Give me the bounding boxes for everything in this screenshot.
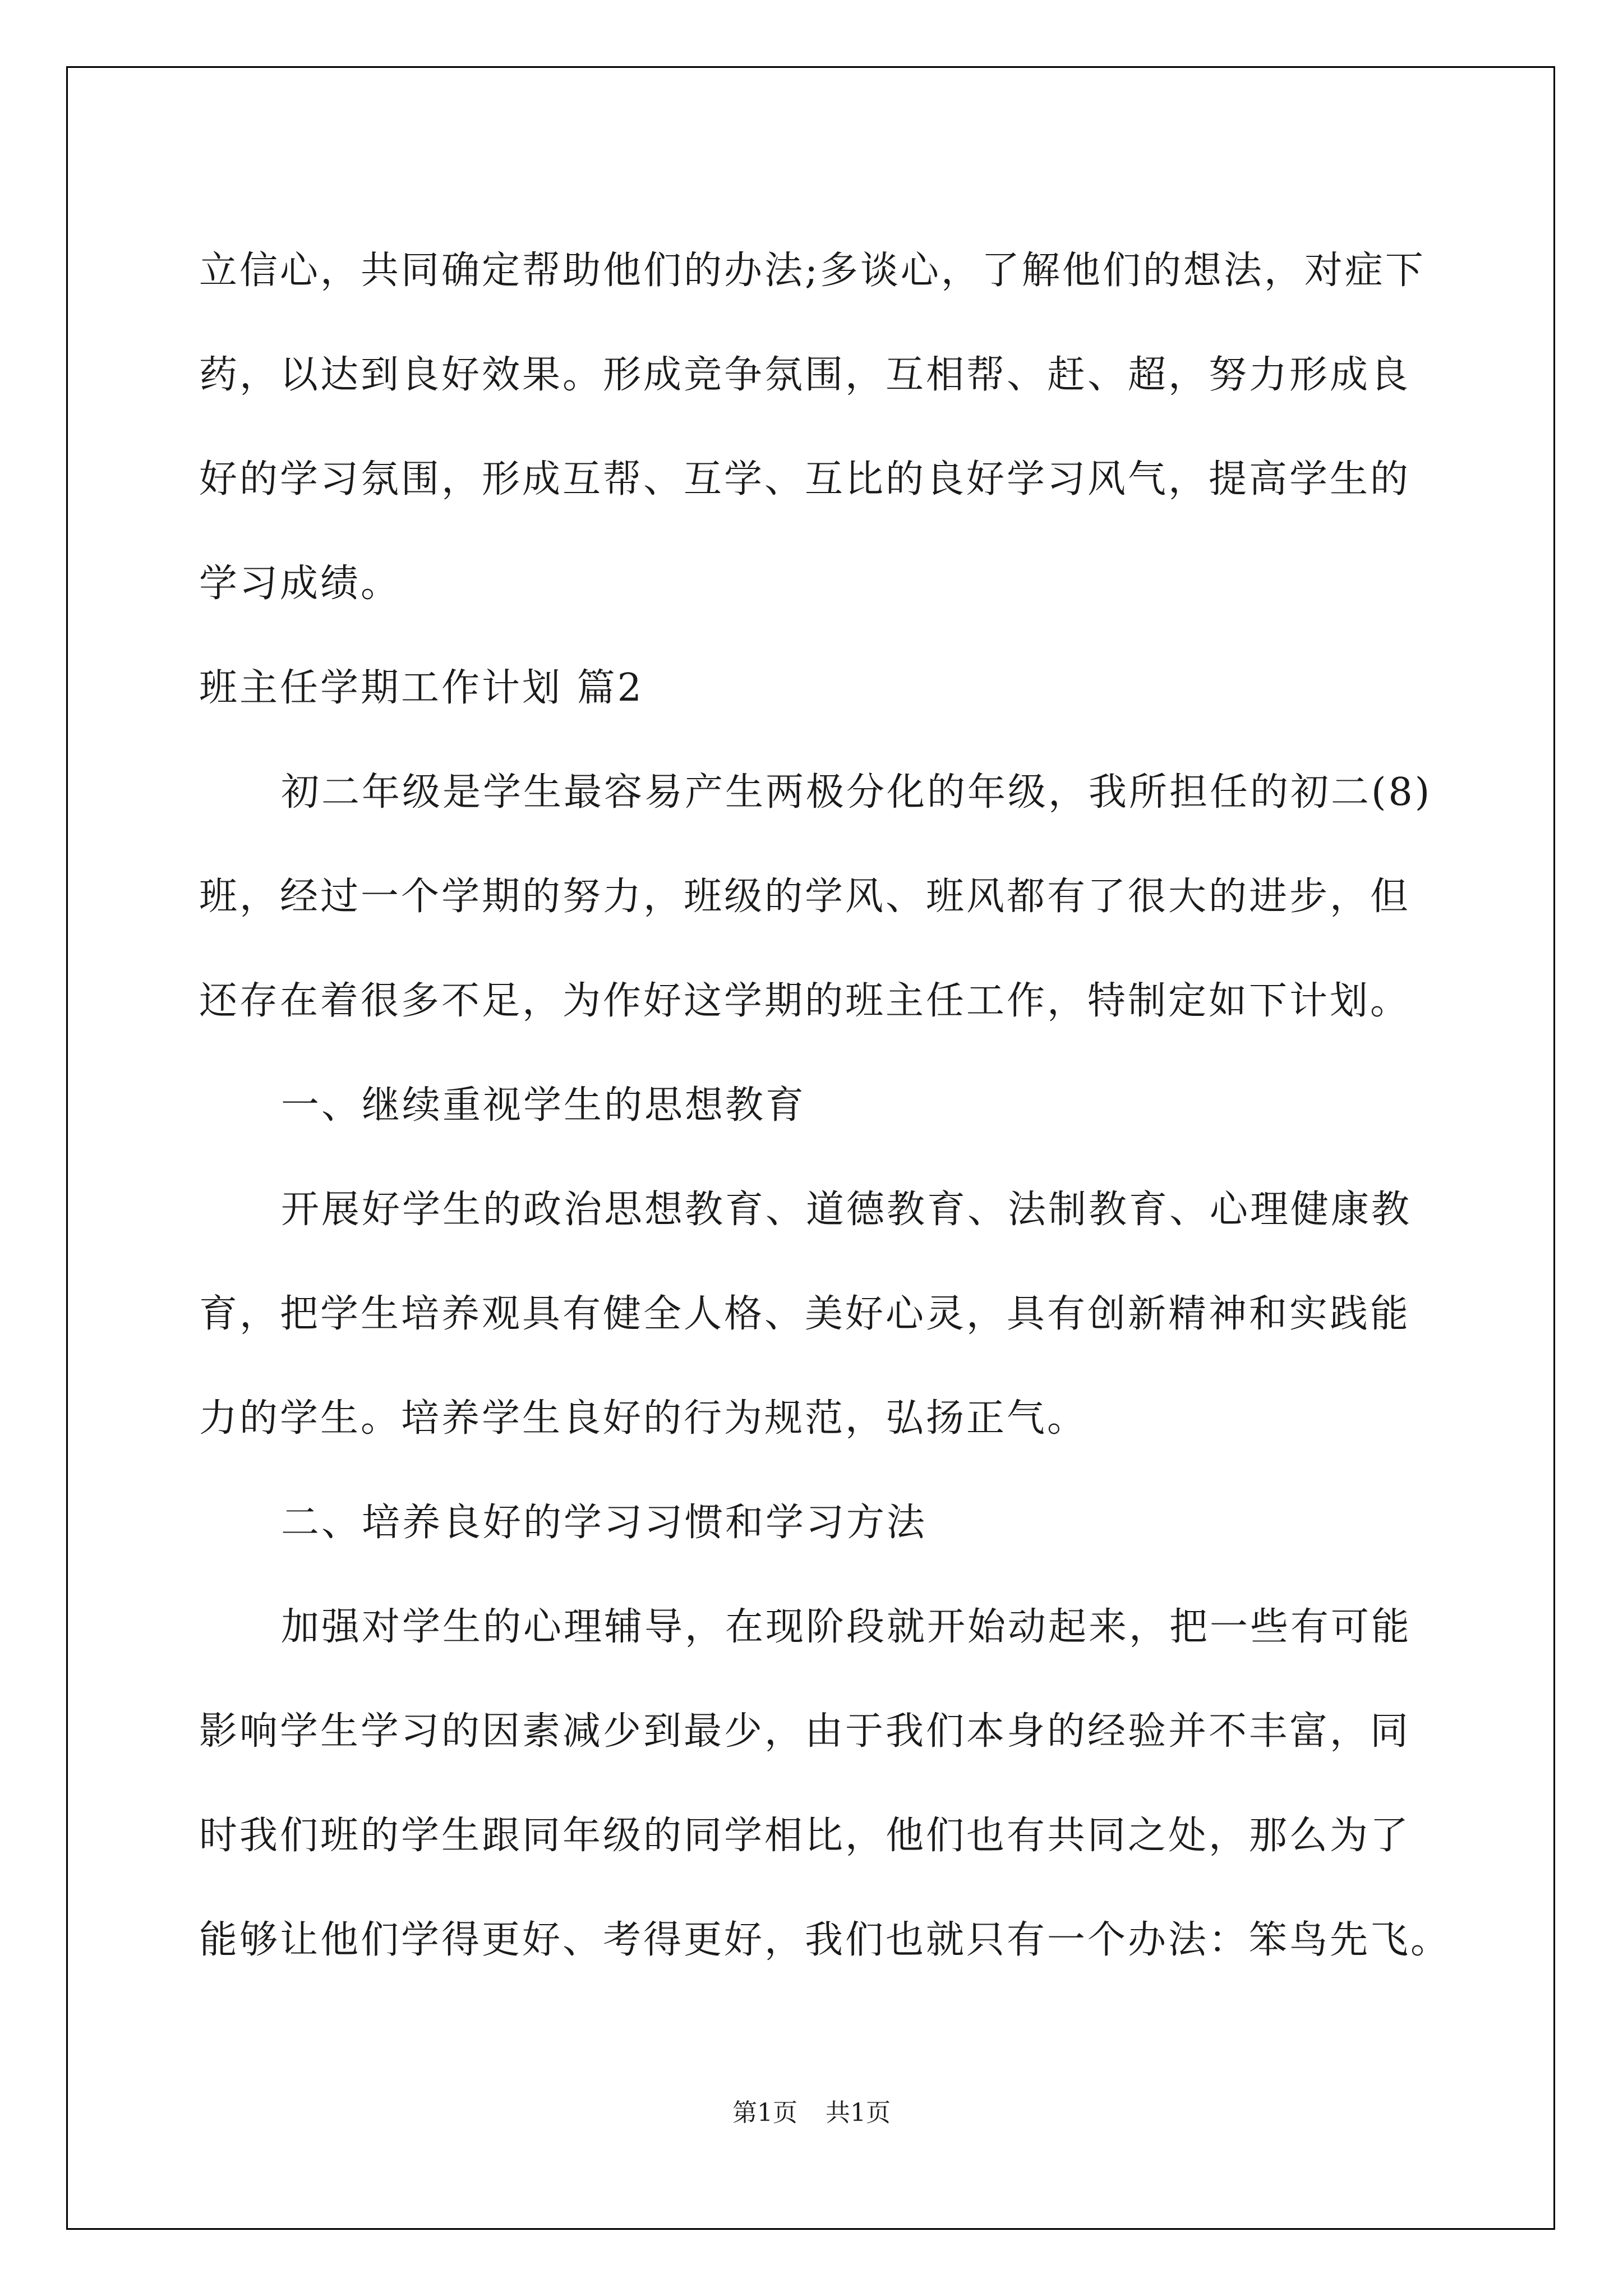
page-number: 第1页: [732, 2099, 797, 2127]
text-line: 开展好学生的政治思想教育、道德教育、法制教育、心理健康教: [281, 1188, 1412, 1232]
text-line: 初二年级是学生最容易产生两极分化的年级，我所担任的初二(8): [281, 770, 1432, 815]
text-line: 时我们班的学生跟同年级的同学相比，他们也有共同之处，那么为了: [199, 1814, 1411, 1858]
text-line: 力的学生。培养学生良好的行为规范，弘扬正气。: [199, 1396, 1088, 1441]
document-body: [199, 219, 1451, 1993]
text-line: 药，以达到良好效果。形成竞争氛围，互相帮、赶、超，努力形成良: [199, 353, 1411, 397]
text-line: 影响学生学习的因素减少到最少，由于我们本身的经验并不丰富，同: [199, 1709, 1411, 1754]
text-line: 班，经过一个学期的努力，班级的学风、班风都有了很大的进步，但: [199, 875, 1411, 919]
text-line: 学习成绩。: [199, 562, 402, 606]
text-line: 育，把学生培养观具有健全人格、美好心灵，具有创新精神和实践能: [199, 1292, 1411, 1336]
text-line: 加强对学生的心理辅导，在现阶段就开始动起来，把一些有可能: [281, 1605, 1412, 1649]
text-line: 还存在着很多不足，为作好这学期的班主任工作，特制定如下计划。: [199, 979, 1411, 1023]
subheading: 一、继续重视学生的思想教育: [281, 1083, 806, 1128]
text-line: 立信心，共同确定帮助他们的办法;多谈心，了解他们的想法，对症下: [199, 249, 1426, 293]
subheading: 二、培养良好的学习习惯和学习方法: [281, 1501, 928, 1545]
section-heading: 班主任学期工作计划 篇2: [199, 666, 644, 710]
page-footer: [0, 2092, 1623, 2128]
text-line: 好的学习氛围，形成互帮、互学、互比的良好学习风气，提高学生的: [199, 457, 1411, 501]
text-line: 能够让他们学得更好、考得更好，我们也就只有一个办法：笨鸟先飞。: [199, 1918, 1451, 1962]
page-total: 共1页: [826, 2099, 891, 2127]
